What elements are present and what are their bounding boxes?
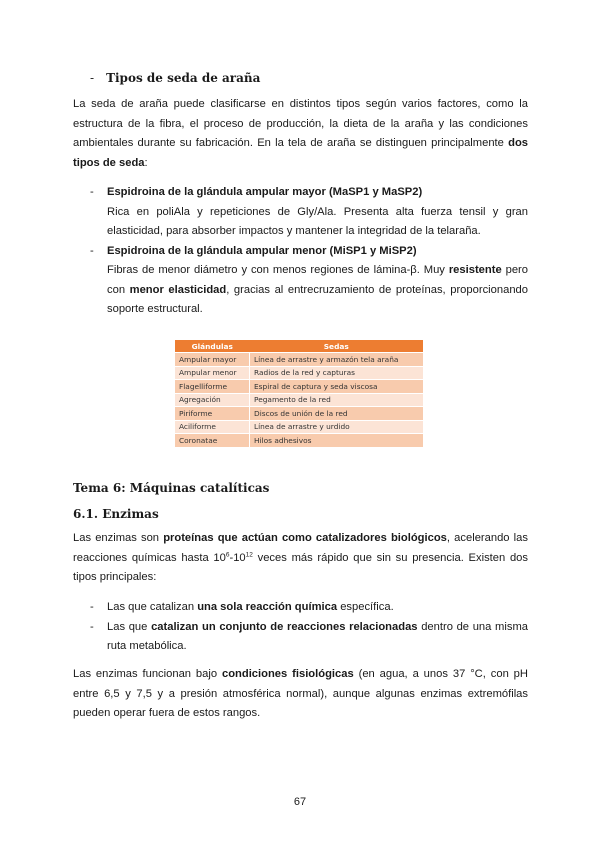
- table-cell: Radios de la red y capturas: [250, 366, 424, 380]
- silk-intro-paragraph: [73, 95, 528, 173]
- silk-type-item: [90, 242, 528, 320]
- para-text: veces más rápido que sin su presencia. Existen dos tipos principales:: [73, 551, 528, 583]
- table-cell: Hilos adhesivos: [250, 434, 424, 448]
- bullet-dash: -: [90, 244, 94, 257]
- glands-silks-table: [175, 340, 423, 448]
- section-title: 6.1. Enzimas: [73, 507, 159, 521]
- table-cell: Pegamento de la red: [250, 393, 424, 407]
- item-bold: catalizan un conjunto de reacciones relacionadas: [151, 620, 418, 633]
- list-item: [90, 618, 528, 657]
- item-text: específica.: [337, 601, 394, 613]
- desc-part: pero con: [107, 264, 528, 296]
- silk-type-description: [90, 261, 528, 320]
- silk-type-title-text: Espidroina de la glándula ampular mayor (MaSP1 y MaSP2): [107, 186, 423, 198]
- item-text: Las que: [107, 620, 152, 633]
- para-bold: proteínas que actúan como catalizadores biológicos: [163, 532, 447, 544]
- list-item: [90, 598, 528, 618]
- table-cell: Ampular menor: [175, 366, 250, 380]
- para-text: Las enzimas son: [73, 532, 164, 544]
- table-cell: Piriforme: [175, 407, 250, 421]
- table-cell: Ampular mayor: [175, 353, 250, 367]
- silk-type-title: [90, 183, 528, 203]
- subheading-dash: -: [90, 71, 95, 85]
- topic-title: Tema 6: Máquinas catalíticas: [73, 481, 270, 495]
- silk-type-list: [90, 183, 528, 320]
- table-cell: Discos de unión de la red: [250, 407, 424, 421]
- table-row: [175, 366, 423, 380]
- subheading-text: Tipos de seda de araña: [106, 71, 261, 85]
- table-cell: Coronatae: [175, 434, 250, 448]
- silk-type-description: Rica en poliAla y repeticiones de Gly/Ala. Presenta alta fuerza tensil y gran elasticidad, para absorber impactos y mantener la integridad de la telaraña.: [107, 205, 528, 237]
- intro-end: :: [144, 156, 148, 169]
- table-row: [175, 434, 423, 448]
- intro-bold: dos tipos de seda: [73, 137, 528, 169]
- table-cell: Aciliforme: [175, 420, 250, 434]
- item-text: Las que catalizan: [107, 601, 198, 613]
- table-cell: Agregación: [175, 393, 250, 407]
- para-text: , acelerando las reacciones químicas hasta 10: [73, 532, 528, 564]
- para-text: -10: [229, 551, 246, 564]
- silk-types-subheading: [90, 71, 260, 85]
- para-text: Las enzimas funcionan bajo: [73, 668, 222, 680]
- bullet-dash: -: [90, 186, 94, 198]
- desc-part: , gracias al entrecruzamiento de proteínas, proporcionando soporte estructural.: [107, 283, 528, 315]
- table-row: [175, 393, 423, 407]
- table-cell: Línea de arrastre y urdido: [250, 420, 424, 434]
- table-row: [175, 420, 423, 434]
- table-cell: Flagelliforme: [175, 380, 250, 394]
- para-bold: condiciones fisiológicas: [221, 668, 354, 680]
- table-header-silks: Sedas: [250, 340, 424, 353]
- item-text: dentro de una misma ruta metabólica.: [107, 620, 528, 652]
- table-row: [175, 380, 423, 394]
- exponent: 12: [245, 550, 253, 558]
- conditions-paragraph: [73, 665, 528, 724]
- table-cell: Línea de arrastre y armazón tela araña: [250, 353, 424, 367]
- desc-bold: resistente: [448, 264, 502, 276]
- table-row: [175, 353, 423, 367]
- table-row: [175, 407, 423, 421]
- table-header-row: [175, 340, 423, 353]
- para-text: (en agua, a unos 37 °C, con pH entre 6,5 y 7,5 y a presión atmosférica normal), aunque algunas enzimas extremófilas pueden operar fuera de estos rangos.: [73, 668, 528, 719]
- enzyme-type-list: [90, 598, 528, 657]
- silk-type-item: [90, 183, 528, 242]
- intro-text: La seda de araña puede clasificarse en distintos tipos según varios factores, como la estructura de la fibra, el proceso de producción, la dieta de la araña y las condiciones ambientales durante su fabricación. En la tela de araña se distinguen principalmente: [73, 98, 528, 149]
- silk-type-title: [90, 242, 528, 262]
- bullet-dash: -: [90, 620, 94, 633]
- exponent: 6: [225, 550, 230, 558]
- desc-bold: menor elasticidad: [129, 283, 227, 296]
- desc-part: Fibras de menor diámetro y con menos regiones de lámina-β. Muy: [107, 264, 449, 276]
- enzymes-intro-paragraph: [73, 529, 528, 588]
- table-cell: Espiral de captura y seda viscosa: [250, 380, 424, 394]
- table-header-glands: Glándulas: [175, 340, 250, 353]
- silk-type-title-text: Espidroina de la glándula ampular menor (MiSP1 y MiSP2): [107, 244, 417, 257]
- item-bold: una sola reacción química: [197, 601, 338, 613]
- bullet-dash: -: [90, 601, 94, 613]
- page-number: 67: [293, 796, 307, 808]
